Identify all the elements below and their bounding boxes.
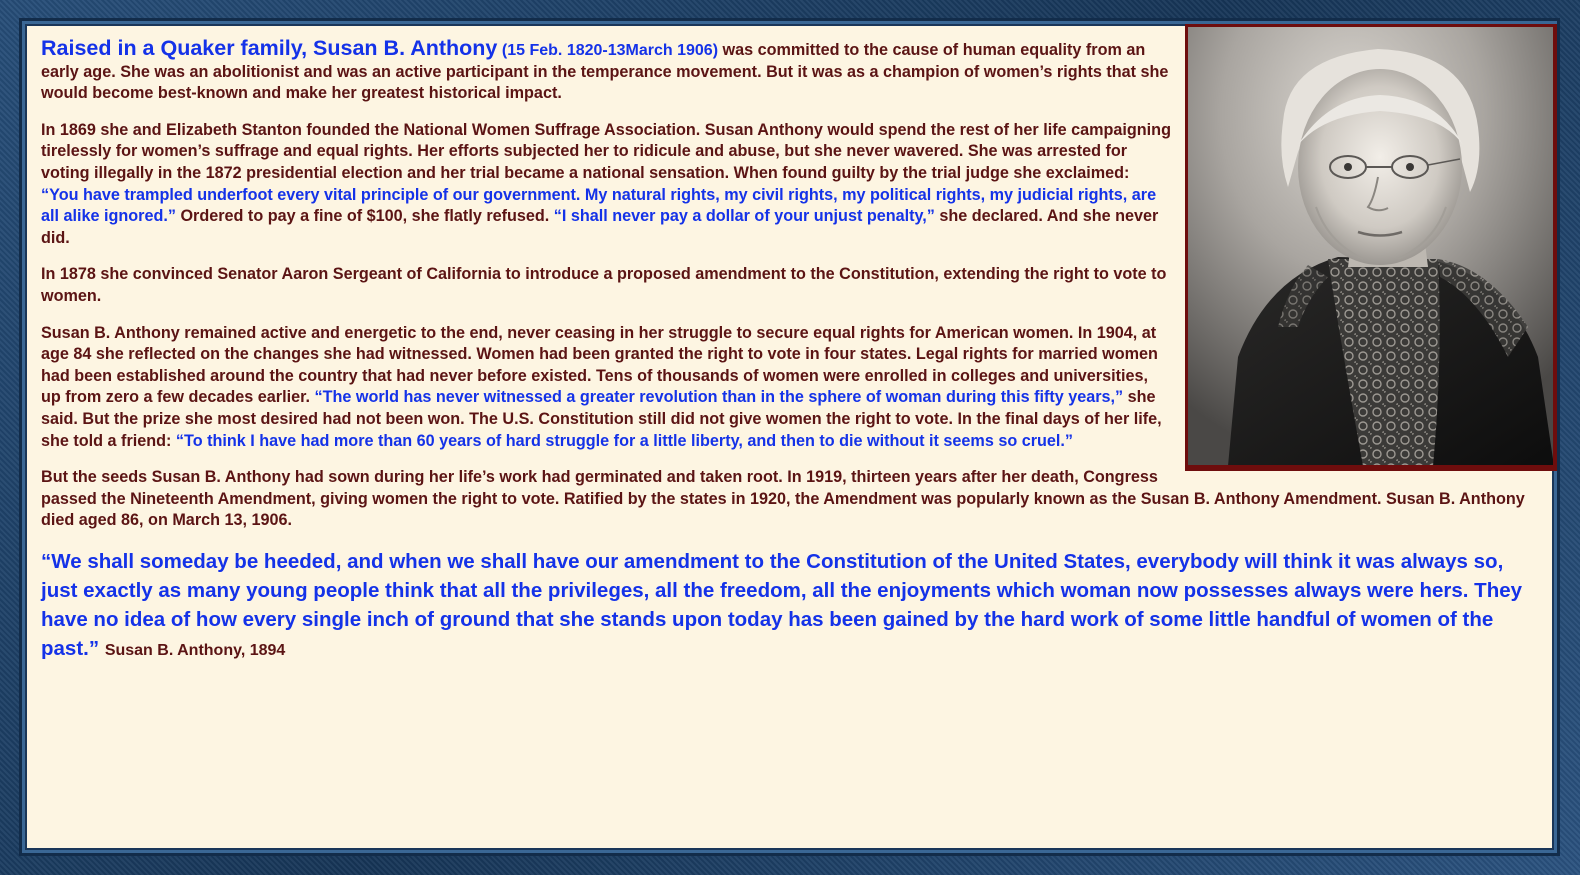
- quote-citation: Susan B. Anthony, 1894: [104, 641, 286, 659]
- final-quote: “We shall someday be heeded, and when we shall have our amendment to the Constitution of the United States, everybody will think it was always so, just exactly as many young people think that all the privileges, all the freedom, all the enjoyments which woman now possesses always were hers. They have no idea of how every single inch of ground that she stands upon today has been gained by the hard work of some little handful of women of the past.”: [41, 549, 1523, 660]
- portrait-illustration: [1188, 27, 1554, 466]
- trial-quote: “You have trampled underfoot every vital principle of our government. My natural rights, my civil rights, my political rights, my judicial rights, are all alike ignored.”: [41, 185, 1157, 226]
- portrait-photo: [1185, 24, 1557, 471]
- subject-name: Raised in a Quaker family, Susan B. Anthony: [41, 36, 498, 60]
- intro-text: was committed to the cause of human equality from an early age. She was an abolitionist and was an active participant in the temperance movement. But it was as a champion of women’s rights that she would become best-known and make her greatest historical impact.: [41, 41, 1169, 103]
- life-dates: (15 Feb. 1820-13March 1906): [501, 42, 719, 59]
- revolution-quote: “The world has never witnessed a greater revolution than in the sphere of woman during this fifty years,”: [314, 388, 1124, 407]
- penalty-quote: “I shall never pay a dollar of your unjust penalty,”: [553, 207, 935, 226]
- liberty-quote: “To think I have had more than 60 years of hard struggle for a little liberty, and then to die without it seems so cruel.”: [175, 431, 1073, 450]
- article-text: [41, 38, 1541, 680]
- suffrage-text-b: Ordered to pay a fine of $100, she flatly refused.: [180, 207, 550, 226]
- final-quote-paragraph: [41, 547, 1541, 665]
- later-life-text-a: Susan B. Anthony remained active and energetic to the end, never ceasing in her struggle to secure equal rights for American women. In 1904, at age 84 she reflected on the changes she had witnessed. Women had been granted the right to vote in four states. Legal rights for married women had been established around the country that had never before existed. Tens of thousands of women were enrolled in colleges and universities, up from zero a few decades earlier.: [41, 323, 1158, 407]
- later-life-text-b: she said. But the prize she most desired had not been won. The U.S. Constitution still did not give women the right to vote. In the final days of her life, she told a friend:: [41, 388, 1162, 450]
- amendment-paragraph: In 1878 she convinced Senator Aaron Sergeant of California to introduce a proposed amendment to the Constitution, extending the right to vote to women.: [41, 265, 1167, 305]
- content-panel: [25, 24, 1554, 850]
- suffrage-text-c: she declared. And she never did.: [41, 207, 1159, 247]
- legacy-paragraph: But the seeds Susan B. Anthony had sown during her life’s work had germinated and taken root. In 1919, thirteen years after her death, Congress passed the Nineteenth Amendment, giving women the right to vote. Ratified by the states in 1920, the Amendment was popularly known as the Susan B. Anthony Amendment. Susan B. Anthony died aged 86, on March 13, 1906.: [41, 468, 1525, 530]
- suffrage-text-a: In 1869 she and Elizabeth Stanton founded the National Women Suffrage Association. Susan Anthony would spend the rest of her life campaigning tirelessly for women’s suffrage and equal rights. Her efforts subjected her to ridicule and abuse, but she never wavered. She was arrested for voting illegally in the 1872 presidential election and her trial became a national sensation. When found guilty by the trial judge she exclaimed:: [41, 120, 1171, 182]
